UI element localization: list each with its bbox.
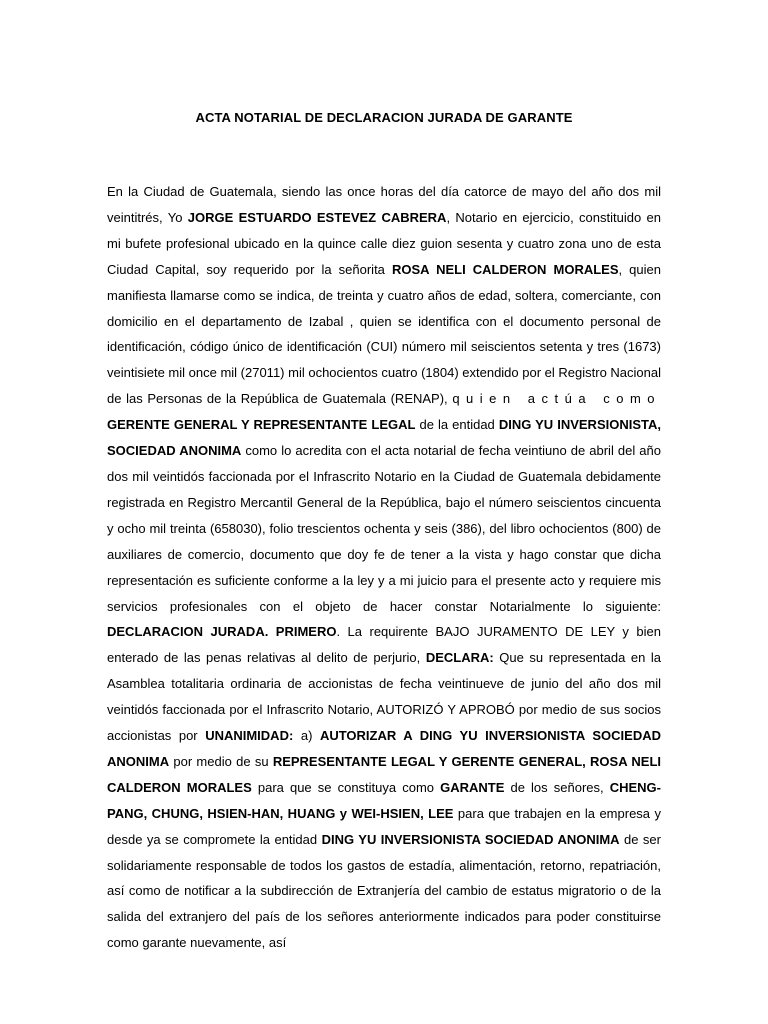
bold-text-segment: DECLARA: bbox=[425, 650, 494, 666]
text-segment: por medio de su bbox=[169, 753, 273, 769]
text-segment: quien actúa como bbox=[452, 391, 662, 407]
bold-text-segment: UNANIMIDAD: bbox=[205, 728, 294, 744]
bold-text-segment: DECLARACION JURADA. PRIMERO bbox=[107, 624, 337, 640]
text-segment: En la Ciudad de Guatemala, siendo las once horas del día catorce de mayo del año dos mil veintitrés, Yo bbox=[107, 184, 661, 225]
bold-text-segment: ROSA NELI CALDERON MORALES bbox=[391, 261, 619, 277]
bold-text-segment: JORGE ESTUARDO ESTEVEZ CABRERA bbox=[187, 209, 447, 225]
bold-text-segment: GARANTE bbox=[440, 779, 505, 795]
text-segment: para que se constituya como bbox=[251, 779, 441, 795]
bold-text-segment: GERENTE GENERAL Y REPRESENTANTE LEGAL bbox=[107, 417, 416, 433]
text-segment: a) bbox=[293, 728, 320, 744]
text-segment: de ser solidariamente responsable de todos los gastos de estadía, alimentación, retorno, repatriación, así como de notificar a la subdirección de Extranjería del cambio de estatus migratorio o de la salida del extranjero del país de los señores anteriormente indicados para poder constituirse como garante nuevamente, así bbox=[107, 831, 661, 951]
text-segment: para que trabajen en la empresa y desde ya se compromete la entidad bbox=[107, 805, 661, 847]
bold-text-segment: DING YU INVERSIONISTA SOCIEDAD ANONIMA bbox=[321, 831, 620, 847]
text-segment: de la entidad bbox=[415, 417, 499, 433]
document-body bbox=[107, 179, 661, 956]
text-segment: , quien manifiesta llamarse como se indica, de treinta y cuatro años de edad, soltera, comerciante, con domicilio en el departamento de Izabal , quien se identifica con el documento personal de identificación, código único de identificación (CUI) número mil seiscientos setenta y tres (1673) veintisiete mil once mil (27011) mil ochocientos cuatro (1804) extendido por el Registro Nacional de las Personas de la República de Guatemala (RENAP), bbox=[107, 261, 661, 407]
bold-text-segment: DING YU INVERSIONISTA, SOCIEDAD ANONIMA bbox=[107, 417, 661, 459]
text-segment: de los señores, bbox=[504, 779, 610, 795]
document-title: ACTA NOTARIAL DE DECLARACION JURADA DE GARANTE bbox=[195, 110, 573, 125]
text-segment: como lo acredita con el acta notarial de fecha veintiuno de abril del año dos mil veintidós faccionada por el Infrascrito Notario en la Ciudad de Guatemala debidamente registrada en Registro Mercantil General de la República, bajo el número seiscientos cincuenta y ocho mil treinta (658030), folio trescientos ochenta y seis (386), del libro ochocientos (800) de auxiliares de comercio, documento que doy fe de tener a la vista y hago constar que dicha representación es suficiente conforme a la ley y a mi juicio para el presente acto y requiere mis servicios profesionales con el objeto de hacer constar Notarialmente lo siguiente: bbox=[107, 443, 661, 614]
bold-text-segment: CHENG-PANG, CHUNG, HSIEN-HAN, HUANG y WEI-HSIEN, LEE bbox=[107, 779, 661, 821]
text-segment: . La requirente BAJO JURAMENTO DE LEY y bien enterado de las penas relativas al delito de perjurio, bbox=[107, 624, 661, 666]
bold-text-segment: AUTORIZAR A DING YU INVERSIONISTA SOCIEDAD ANONIMA bbox=[107, 728, 661, 769]
bold-text-segment: REPRESENTANTE LEGAL Y GERENTE GENERAL, ROSA NELI CALDERON MORALES bbox=[107, 753, 661, 795]
text-segment: Que su representada en la Asamblea totalitaria ordinaria de accionistas de fecha veintinueve de junio del año dos mil veintidós faccionada por el Infrascrito Notario, AUTORIZÓ Y APROBÓ por medio de sus socios accionistas por bbox=[107, 650, 661, 744]
text-segment: , Notario en ejercicio, constituido en mi bufete profesional ubicado en la quince calle diez guion sesenta y cuatro zona uno de esta Ciudad Capital, soy requerido por la señorita bbox=[107, 209, 661, 277]
